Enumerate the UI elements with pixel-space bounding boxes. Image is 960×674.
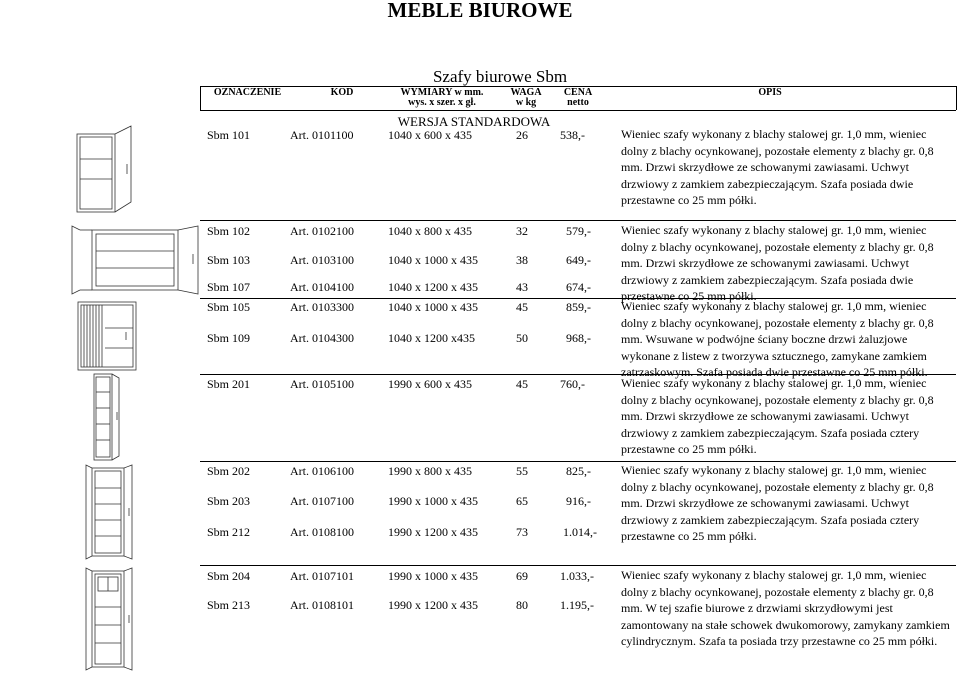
symbol-cell: Sbm 204: [207, 569, 251, 583]
weight-cell: 80: [516, 598, 528, 612]
dims-cell: 1990 x 1200 x 435: [388, 598, 478, 612]
weight-cell: 65: [516, 494, 528, 508]
code-cell: Art. 0101100: [290, 128, 354, 142]
section-title: Szafy biurowe Sbm: [432, 67, 568, 86]
weight-cell: 43: [516, 280, 528, 294]
weight-cell: 69: [516, 569, 528, 583]
group-divider: [200, 220, 956, 221]
description: Wieniec szafy wykonany z blachy stalowej gr. 1,0 mm, wieniec dolny z blachy ocynkowanej, pozostałe elementy z blachy gr. 0,8 mm. Drzwi skrzydłowe ze schowanymi zawiasami. Uchwyt drzwiowy z zamkiem zabezpieczającym. Szafa posiada cztery przestawne co 25 mm półki.: [621, 463, 934, 543]
dims-cell: 1990 x 1200 x 435: [388, 525, 478, 539]
price-cell: 579,-: [566, 224, 591, 238]
symbol-cell: Sbm 105: [207, 300, 251, 314]
code-cell: Art. 0106100: [290, 464, 354, 478]
weight-cell: 73: [516, 525, 528, 539]
weight-cell: 32: [516, 224, 528, 238]
code-cell: Art. 0108101: [290, 598, 354, 612]
dims-cell: 1040 x 1000 x 435: [388, 300, 478, 314]
price-cell: 1.014,-: [563, 525, 597, 539]
description: Wieniec szafy wykonany z blachy stalowej gr. 1,0 mm, wieniec dolny z blachy ocynkowanej, pozostałe elementy z blachy gr. 0,8 mm. W tej szafie biurowe z drzwiami skrzydłowymi jest zamontowany na stałe schowek dwukomorowy, zamykany zamkiem cylindrycznym. Szafa ta posiada trzy przestawne co 25 mm półki.: [621, 568, 950, 648]
symbol-cell: Sbm 102: [207, 224, 251, 238]
code-cell: Art. 0107101: [290, 569, 354, 583]
code-cell: Art. 0103100: [290, 253, 354, 267]
symbol-cell: Sbm 212: [207, 525, 251, 539]
dims-cell: 1040 x 600 x 435: [388, 128, 472, 142]
dims-cell: 1040 x 1200 x435: [388, 331, 475, 345]
symbol-cell: Sbm 109: [207, 331, 251, 345]
price-cell: 649,-: [566, 253, 591, 267]
header-cena-line2: netto: [567, 97, 589, 108]
symbol-cell: Sbm 103: [207, 253, 251, 267]
header-waga-line2: w kg: [515, 97, 537, 108]
weight-cell: 45: [516, 300, 528, 314]
header-cena-line1: CENA: [563, 87, 593, 98]
price-cell: 1.033,-: [560, 569, 594, 583]
price-cell: 968,-: [566, 331, 591, 345]
header-cena: [553, 88, 603, 108]
price-cell: 916,-: [566, 494, 591, 508]
header-wymiary-line2: wys. x szer. x gł.: [408, 97, 476, 108]
weight-cell: 45: [516, 377, 528, 391]
symbol-cell: Sbm 101: [207, 128, 251, 142]
header-waga-line1: WAGA: [510, 87, 542, 98]
cabinet-sbm202-illustration: [84, 464, 134, 560]
dims-cell: 1040 x 1000 x 435: [388, 253, 478, 267]
weight-cell: 50: [516, 331, 528, 345]
code-cell: Art. 0104300: [290, 331, 354, 345]
price-cell: 538,-: [560, 128, 585, 142]
code-cell: Art. 0105100: [290, 377, 354, 391]
header-kod: KOD: [330, 87, 354, 98]
code-cell: Art. 0103300: [290, 300, 354, 314]
cabinet-sbm204-illustration: [84, 567, 134, 672]
symbol-cell: Sbm 202: [207, 464, 251, 478]
dims-cell: 1990 x 800 x 435: [388, 464, 472, 478]
header-opis: OPIS: [758, 87, 782, 98]
cabinet-sbm105-illustration: [76, 300, 138, 372]
dims-cell: 1040 x 1200 x 435: [388, 280, 478, 294]
code-cell: Art. 0104100: [290, 280, 354, 294]
symbol-cell: Sbm 107: [207, 280, 251, 294]
header-wymiary-line1: WYMIARY w mm.: [400, 87, 484, 98]
symbol-cell: Sbm 213: [207, 598, 251, 612]
dims-cell: 1990 x 1000 x 435: [388, 494, 478, 508]
price-cell: 674,-: [566, 280, 591, 294]
price-cell: 825,-: [566, 464, 591, 478]
dims-cell: 1990 x 1000 x 435: [388, 569, 478, 583]
description: Wieniec szafy wykonany z blachy stalowej gr. 1,0 mm, wieniec dolny z blachy ocynkowanej, pozostałe elementy z blachy gr. 0,8 mm. Drzwi skrzydłowe ze schowanymi zawiasami. Uchwyt drzwiowy z zamkiem zabezpieczającym. Szafa posiada dwie przestawne co 25 mm półki.: [621, 223, 934, 303]
version-label: WERSJA STANDARDOWA: [397, 114, 551, 129]
group-divider: [200, 565, 956, 566]
cabinet-sbm101-illustration: [75, 124, 135, 214]
header-waga: [501, 88, 551, 108]
description: Wieniec szafy wykonany z blachy stalowej gr. 1,0 mm, wieniec dolny z blachy ocynkowanej, pozostałe elementy z blachy gr. 0,8 mm. Drzwi skrzydłowe ze schowanymi zawiasami. Uchwyt drzwiowy z zamkiem zabezpieczającym. Szafa posiada dwie przestawne co 25 mm półki.: [621, 127, 934, 207]
header-wymiary: [392, 88, 492, 108]
code-cell: Art. 0107100: [290, 494, 354, 508]
price-cell: 760,-: [560, 377, 585, 391]
code-cell: Art. 0108100: [290, 525, 354, 539]
price-cell: 1.195,-: [560, 598, 594, 612]
cabinet-sbm102-illustration: [70, 224, 200, 296]
weight-cell: 38: [516, 253, 528, 267]
cabinet-sbm201-illustration: [92, 372, 122, 462]
dims-cell: 1990 x 600 x 435: [388, 377, 472, 391]
header-oznaczenie: OZNACZENIE: [213, 87, 282, 98]
description: Wieniec szafy wykonany z blachy stalowej gr. 1,0 mm, wieniec dolny z blachy ocynkowanej, pozostałe elementy z blachy gr. 0,8 mm. Wsuwane w podwójne ściany boczne drzwi żaluzjowe wykonane z listew z tworzywa sztucznego, zamykane zamkiem zatrzaskowym. Szafa posiada dwie przestawne co 25 mm półki.: [621, 299, 934, 379]
weight-cell: 26: [516, 128, 528, 142]
page-title: MEBLE BIUROWE: [387, 0, 573, 22]
description: Wieniec szafy wykonany z blachy stalowej gr. 1,0 mm, wieniec dolny z blachy ocynkowanej, pozostałe elementy z blachy gr. 0,8 mm. Drzwi skrzydłowe ze schowanymi zawiasami. Uchwyt drzwiowy z zamkiem zabezpieczającym. Szafa posiada cztery przestawne co 25 mm półki.: [621, 376, 934, 456]
code-cell: Art. 0102100: [290, 224, 354, 238]
weight-cell: 55: [516, 464, 528, 478]
symbol-cell: Sbm 203: [207, 494, 251, 508]
price-cell: 859,-: [566, 300, 591, 314]
symbol-cell: Sbm 201: [207, 377, 251, 391]
dims-cell: 1040 x 800 x 435: [388, 224, 472, 238]
